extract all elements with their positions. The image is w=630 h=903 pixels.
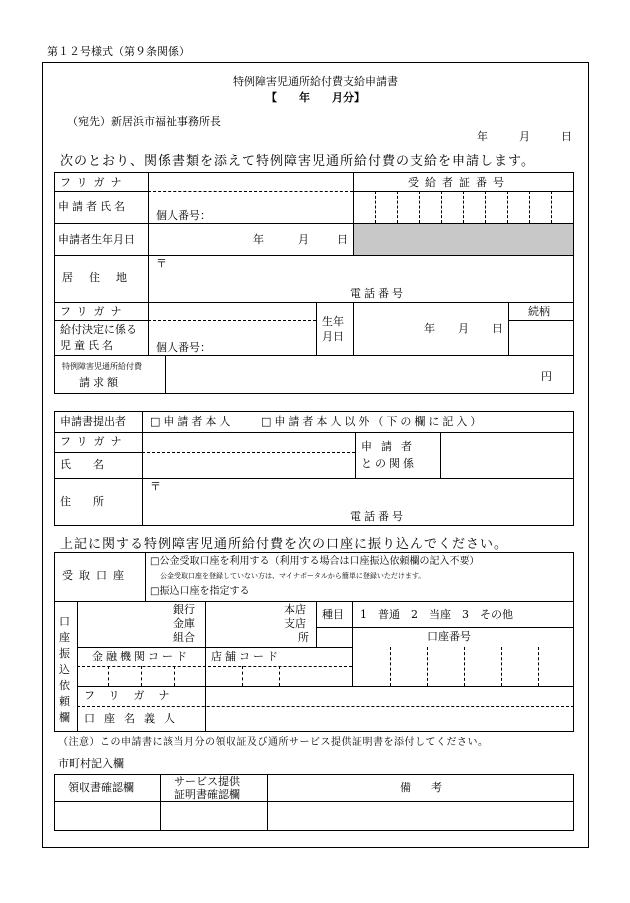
- applicant-phone-label: 電話番号: [350, 287, 406, 300]
- branch-code-label: 店舗コード: [211, 650, 281, 663]
- public-account-note: 公金受取口座を登録していない方は、マイナポータルから簡単に登録いただけます。: [160, 572, 426, 580]
- date-day: 日: [561, 130, 572, 143]
- bank-furigana-label: フリガナ: [84, 689, 184, 702]
- form-period: 【 年 月分】: [266, 91, 365, 104]
- claim-label-1: 特例障害児通所給付費: [62, 362, 142, 371]
- kumiai-suffix: 組合: [173, 631, 195, 644]
- side-label-2: 座: [59, 631, 70, 644]
- shinkin-suffix: 金庫: [173, 617, 195, 630]
- city-title: 市町村記入欄: [58, 757, 124, 770]
- side-label-1: 口: [59, 615, 70, 628]
- applicant-name-label: 申請者氏名: [58, 200, 128, 213]
- submitter-self-option[interactable]: □申請者本人: [150, 415, 234, 428]
- receipt-label: 受取口座: [62, 569, 130, 582]
- recipient-cert-label: 受給者証番号: [408, 176, 510, 189]
- bank-intro-text: 上記に関する特例障害児通所給付費を次の口座に振り込んでください。: [60, 537, 509, 552]
- date-month: 月: [519, 130, 530, 143]
- account-holder-label: 口座名義人: [84, 712, 184, 725]
- service-check-label-1: サービス提供: [174, 775, 240, 788]
- transfer-account-option[interactable]: □振込口座を指定する: [150, 586, 250, 597]
- submitter-postal: 〒: [150, 480, 161, 493]
- child-furigana-label: フリガナ: [60, 305, 128, 318]
- claim-yen: 円: [541, 370, 552, 383]
- inst-code-label: 金融機関コード: [92, 650, 190, 663]
- claim-label-2: 請求額: [79, 376, 121, 389]
- side-label-6: 頼: [59, 695, 70, 708]
- applicant-personal-no: 個人番号：: [156, 209, 211, 222]
- submitter-relation-1: 申請者: [361, 440, 421, 453]
- office-suffix: 所: [298, 631, 309, 644]
- form-number: 第１２号様式（第９条関係）: [47, 45, 190, 58]
- submitter-furigana-label: フリガナ: [60, 435, 128, 448]
- applicant-postal: 〒: [156, 257, 167, 270]
- submitter-phone-label: 電話番号: [350, 510, 406, 523]
- child-birth-day: 日: [492, 322, 503, 335]
- birth-month: 月: [298, 233, 309, 246]
- public-account-option[interactable]: □公金受取口座を利用する（利用する場合は口座振込依頼欄の記入不要）: [150, 556, 480, 567]
- intro-text: 次のとおり、関係書類を添えて特例障害児通所給付費の支給を申請します。: [60, 154, 535, 169]
- birth-year: 年: [253, 233, 264, 246]
- branch-suffix: 支店: [284, 617, 306, 630]
- account-kind-label: 種目: [322, 608, 344, 621]
- notice-text: （注意）この申請書に該当月分の領収証及び通所サービス提供証明書を添付してください。: [58, 737, 489, 748]
- child-birth-month: 月: [458, 322, 469, 335]
- submitter-name-label: 氏名: [60, 458, 126, 471]
- address-label: 居住地: [62, 271, 143, 284]
- submitter-other-option[interactable]: □申請者本人以外（下の欄に記入）: [261, 415, 485, 428]
- applicant-birth-label: 申請者生年月日: [58, 233, 135, 246]
- child-label-2: 児童氏名: [60, 339, 116, 352]
- submitter-table: [54, 411, 574, 526]
- main-branch-suffix: 本店: [284, 603, 306, 616]
- side-label-7: 欄: [59, 711, 70, 724]
- service-check-label-2: 証明書確認欄: [174, 788, 240, 801]
- relation-label: 続柄: [528, 305, 550, 318]
- side-label-4: 込: [59, 663, 70, 676]
- bank-suffix: 銀行: [173, 603, 195, 616]
- child-birth-label-1: 生年: [322, 315, 344, 328]
- child-birth-label-2: 月日: [322, 330, 344, 343]
- remarks-label: 備考: [400, 781, 462, 794]
- child-personal-no: 個人番号：: [156, 341, 211, 354]
- receipt-check-label: 領収書確認欄: [68, 781, 134, 794]
- submitter-relation-2: との関係: [361, 457, 417, 470]
- submitter-label: 申請書提出者: [60, 415, 126, 428]
- account-kind-options: 1 普通 2 当座 3 その他: [360, 608, 513, 621]
- side-label-5: 依: [59, 679, 70, 692]
- side-label-3: 振: [59, 647, 70, 660]
- submitter-address-label: 住所: [60, 495, 126, 508]
- child-birth-year: 年: [424, 322, 435, 335]
- applicant-furigana-label: フリガナ: [60, 176, 128, 189]
- birth-day: 日: [337, 233, 348, 246]
- shaded-cell: [353, 223, 573, 255]
- addressee: （宛先）新居浜市福祉事務所長: [67, 115, 221, 128]
- date-year: 年: [477, 130, 488, 143]
- child-label-1: 給付決定に係る: [60, 323, 137, 336]
- form-title: 特例障害児通所給付費支給申請書: [233, 75, 398, 88]
- account-no-label: 口座番号: [427, 630, 471, 643]
